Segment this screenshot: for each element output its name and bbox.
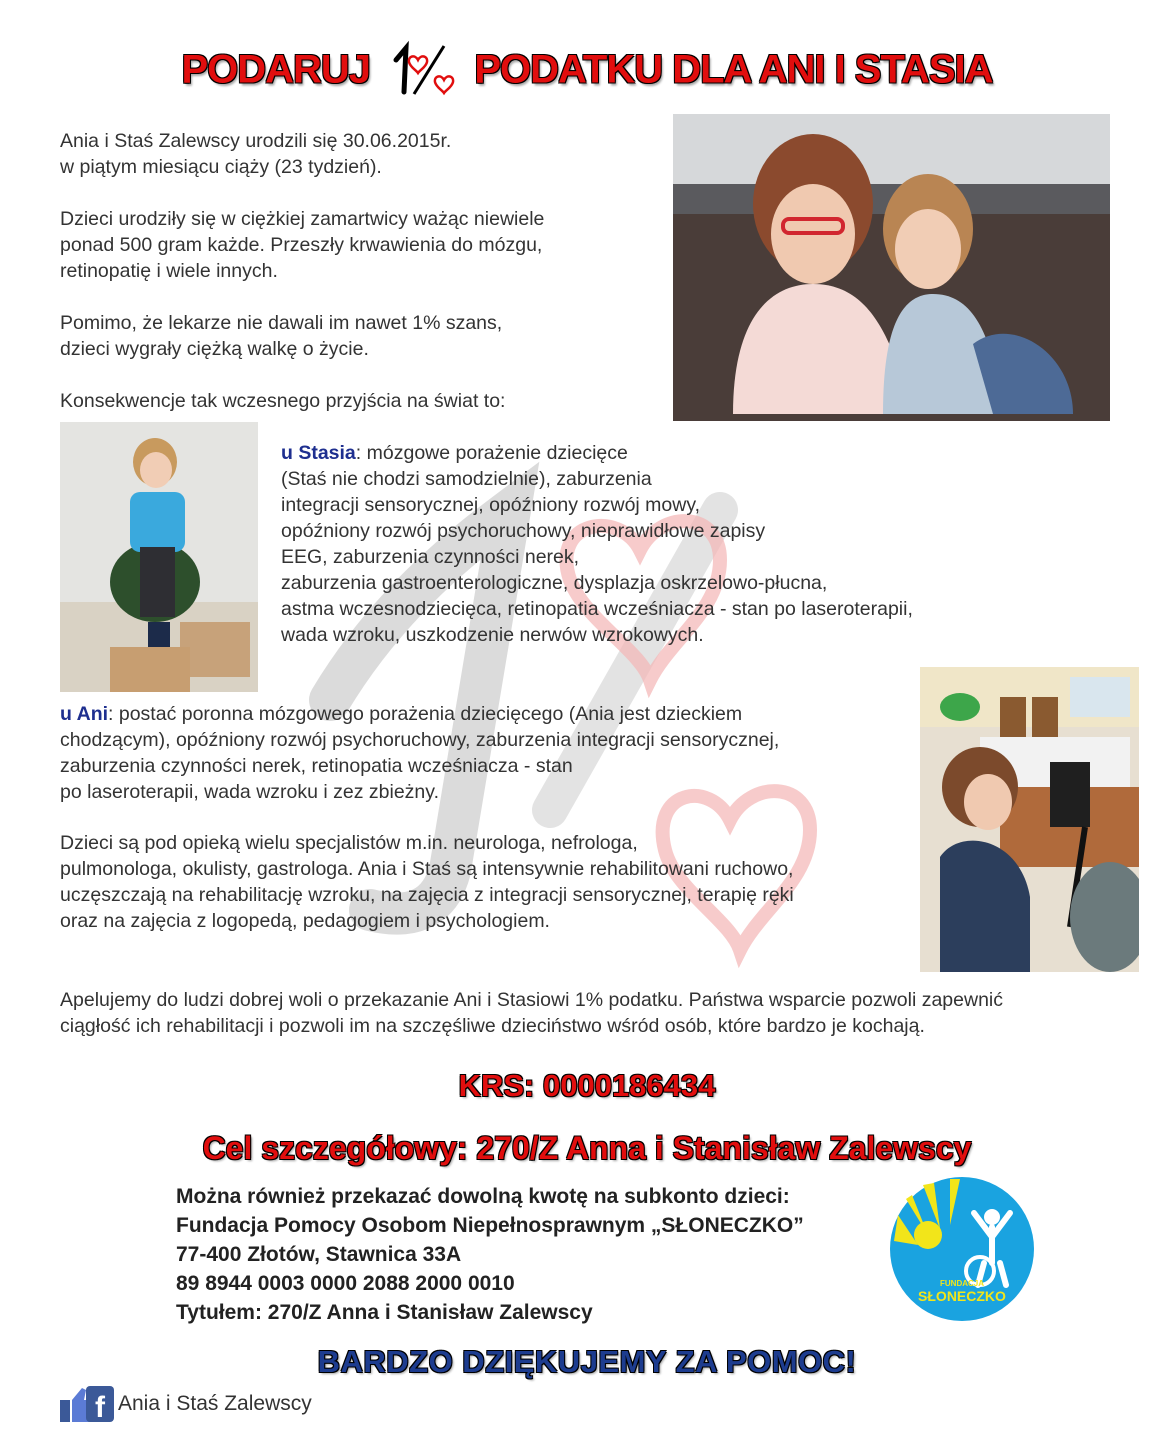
specialists-line: oraz na zajęcia z logopedą, pedagogiem i psychologiem. [60, 910, 550, 932]
donation-line: Można również przekazać dowolną kwotę na subkonto dzieci: [176, 1185, 790, 1208]
specialists-line: pulmonologa, okulisty, gastrologa. Ania i Staś są intensywnie rehabilitowani ruchowo, [60, 858, 794, 880]
donation-address: 77-400 Złotów, Stawnica 33A [176, 1243, 462, 1266]
ania-line: po laseroterapii, wada wzroku i zez zbieżny. [60, 781, 439, 803]
intro-line: retinopatię i wiele innych. [60, 260, 278, 282]
donation-title: Tytułem: 270/Z Anna i Stanisław Zalewscy [176, 1301, 593, 1324]
title-right: PODATKU DLA ANI I STASIA [474, 47, 993, 92]
children-couch-photo [673, 114, 1110, 421]
intro-text [60, 128, 660, 414]
specialists-text [60, 830, 910, 934]
specific-goal: Cel szczegółowy: 270/Z Anna i Stanisław Zalewscy [202, 1130, 972, 1166]
intro-line: Konsekwencje tak wczesnego przyjścia na świat to: [60, 390, 506, 412]
ania-line: : postać poronna mózgowego porażenia dziecięcego (Ania jest dzieckiem [108, 703, 743, 725]
intro-line: Ania i Staś Zalewscy urodzili się 30.06.2015r. [60, 130, 452, 152]
intro-line: Dzieci urodziły się w ciężkiej zamartwicy ważąc niewiele [60, 208, 545, 230]
svg-text:f: f [95, 1391, 105, 1424]
ania-description [60, 701, 910, 805]
ania-line: zaburzenia czynności nerek, retinopatia wcześniacza - stan [60, 755, 573, 777]
ania-label: u Ani [60, 703, 109, 725]
appeal-line: ciągłość ich rehabilitacji i pozwoli im na szczęśliwe dzieciństwo wśród osób, które bardzo je kochają. [60, 1015, 925, 1037]
stas-line: zaburzenia gastroenterologiczne, dysplazja oskrzelowo-płucna, [281, 572, 828, 594]
stas-photo [60, 422, 258, 692]
stas-line: EEG, zaburzenia czynności nerek, [281, 546, 580, 568]
stas-line: : mózgowe porażenie dziecięce [355, 442, 628, 464]
page-title [0, 40, 1174, 100]
sloneczko-logo [888, 1175, 1036, 1323]
appeal-line: Apelujemy do ludzi dobrej woli o przekazanie Ani i Stasiowi 1% podatku. Państwa wsparcie pozwoli zapewnić [60, 989, 1003, 1011]
donation-details [176, 1182, 896, 1327]
stas-line: integracji sensorycznej, opóźniony rozwój mowy, [281, 494, 701, 516]
appeal-text [60, 987, 1140, 1039]
one-percent-heart-badge [382, 40, 462, 100]
logo-top-text: FUNDACJA [940, 1279, 984, 1288]
facebook-like-icon [60, 1384, 114, 1424]
ania-tablet-photo [920, 667, 1139, 972]
stas-line: astma wczesnodziecięca, retinopatia wcześniacza - stan po laseroterapii, [281, 598, 913, 620]
stas-line: wada wzroku, uszkodzenie nerwów wzrokowych. [281, 624, 704, 646]
specialists-line: uczęszczają na rehabilitację wzroku, na zajęcia z integracji sensorycznej, terapię ręki [60, 884, 794, 906]
specialists-line: Dzieci są pod opieką wielu specjalistów m.in. neurologa, nefrologa, [60, 832, 638, 854]
intro-line: dzieci wygrały ciężką walkę o życie. [60, 338, 369, 360]
thanks-banner: BARDZO DZIĘKUJEMY ZA POMOC! [317, 1344, 857, 1379]
bank-account-number: 89 8944 0003 0000 2088 2000 0010 [176, 1272, 515, 1295]
intro-line: Pomimo, że lekarze nie dawali im nawet 1% szans, [60, 312, 503, 334]
stas-line: opóźniony rozwój psychoruchowy, nieprawidłowe zapisy [281, 520, 766, 542]
krs-number: KRS: 0000186434 [458, 1068, 716, 1103]
stas-line: (Staś nie chodzi samodzielnie), zaburzenia [281, 468, 652, 490]
title-left: PODARUJ [181, 47, 371, 92]
facebook-page-name[interactable]: Ania i Staś Zalewscy [118, 1392, 312, 1415]
ania-line: chodzącym), opóźniony rozwój psychoruchowy, zaburzenia integracji sensorycznej, [60, 729, 780, 751]
stas-label: u Stasia [281, 442, 356, 464]
donation-foundation: Fundacja Pomocy Osobom Niepełnosprawnym „SŁONECZKO” [176, 1214, 804, 1237]
facebook-footer[interactable] [60, 1384, 312, 1424]
intro-line: w piątym miesiącu ciąży (23 tydzień). [60, 156, 382, 178]
logo-bottom-text: SŁONECZKO [918, 1288, 1006, 1304]
stas-description [281, 440, 1061, 648]
intro-line: ponad 500 gram każde. Przeszły krwawienia do mózgu, [60, 234, 543, 256]
